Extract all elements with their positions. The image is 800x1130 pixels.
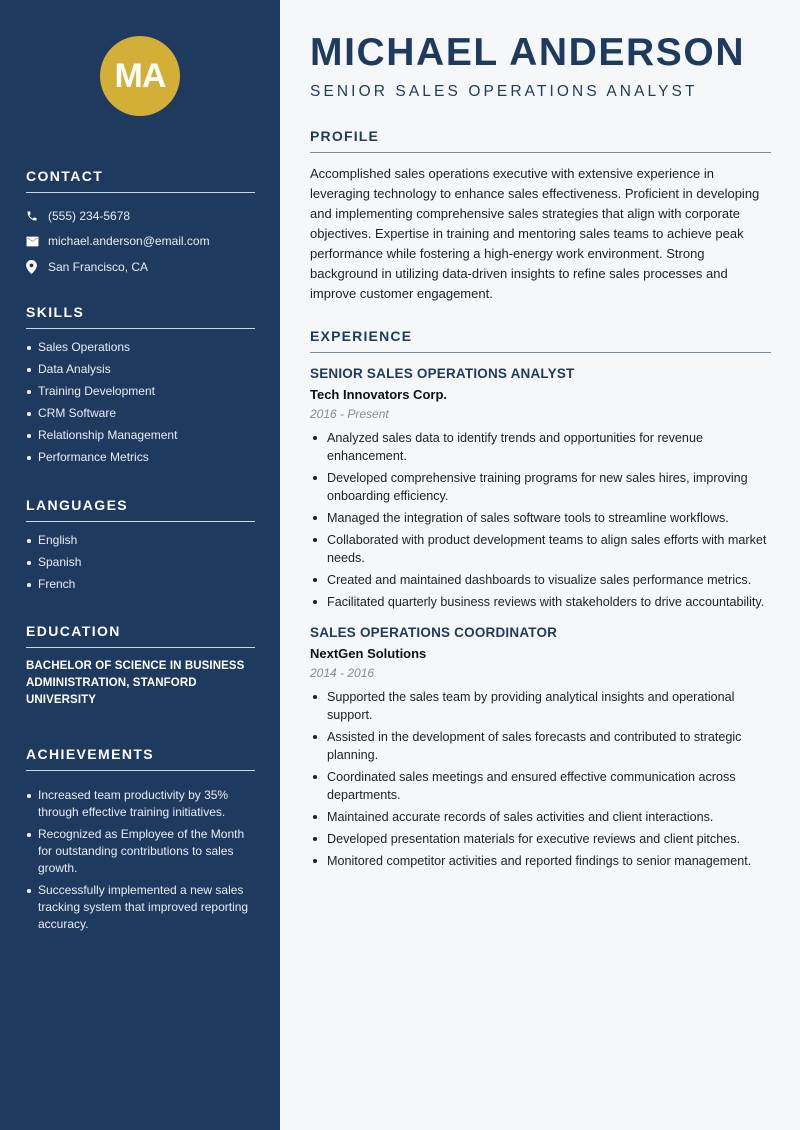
avatar	[100, 36, 180, 116]
achievement-item: Successfully implemented a new sales tracking system that improved reporting accuracy.	[26, 882, 255, 933]
experience-heading: EXPERIENCE	[310, 328, 771, 353]
profile-summary: Accomplished sales operations executive with extensive experience in leveraging technology to enhance sales effectiveness. Proficient in developing and implementing comprehensive sales strategies that align with corporate objectives. Expertise in training and mentoring sales teams to achieve peak performance while fostering a high-energy work environment. Strong background in utilizing data-driven insights to refine sales processes and improve customer engagement.	[310, 166, 760, 301]
skills-heading: SKILLS	[26, 304, 255, 329]
job-bullets	[310, 429, 771, 611]
job-bullet: Assisted in the development of sales forecasts and contributed to strategic planning.	[310, 728, 771, 764]
job-entry	[310, 366, 771, 611]
education-section	[26, 623, 255, 709]
job-bullet: Maintained accurate records of sales activities and client interactions.	[310, 808, 771, 826]
experience-section	[310, 328, 771, 874]
achievements-list	[26, 787, 255, 933]
languages-heading: LANGUAGES	[26, 497, 255, 522]
skill-item: Sales Operations	[26, 339, 255, 356]
candidate-title: SENIOR SALES OPERATIONS ANALYST	[310, 83, 698, 100]
skill-item: Relationship Management	[26, 427, 255, 444]
location-text: San Francisco, CA	[48, 259, 149, 274]
skill-item: CRM Software	[26, 405, 255, 422]
job-role: SENIOR SALES OPERATIONS ANALYST	[310, 366, 575, 381]
language-item: English	[26, 532, 255, 549]
achievements-heading: ACHIEVEMENTS	[26, 746, 255, 771]
profile-heading: PROFILE	[310, 128, 771, 153]
job-company: Tech Innovators Corp.	[310, 387, 447, 402]
job-bullet: Analyzed sales data to identify trends and opportunities for revenue enhancement.	[310, 429, 771, 465]
contact-heading: CONTACT	[26, 168, 255, 193]
sidebar	[0, 0, 280, 1130]
email-icon	[26, 236, 48, 247]
avatar-initials: MA	[114, 56, 166, 95]
skills-section	[26, 304, 255, 471]
job-bullet: Supported the sales team by providing analytical insights and operational support.	[310, 688, 771, 724]
job-company: NextGen Solutions	[310, 646, 427, 661]
job-bullet: Developed comprehensive training programs for new sales hires, improving onboarding efficiency.	[310, 469, 771, 505]
phone-number[interactable]: (555) 234-5678	[48, 208, 131, 223]
achievement-item: Increased team productivity by 35% through effective training initiatives.	[26, 787, 255, 821]
job-bullet: Facilitated quarterly business reviews with stakeholders to drive accountability.	[310, 593, 771, 611]
email-address[interactable]: michael.anderson@email.com	[48, 234, 210, 249]
skill-item: Training Development	[26, 383, 255, 400]
job-bullet: Managed the integration of sales software tools to streamline workflows.	[310, 509, 771, 527]
job-dates: 2014 - 2016	[310, 666, 375, 680]
job-bullet: Coordinated sales meetings and ensured effective communication across departments.	[310, 768, 771, 804]
skills-list	[26, 339, 255, 466]
job-entry	[310, 625, 771, 870]
education-heading: EDUCATION	[26, 623, 255, 648]
language-item: French	[26, 576, 255, 593]
job-role: SALES OPERATIONS COORDINATOR	[310, 625, 558, 640]
profile-section	[310, 128, 771, 304]
languages-section	[26, 497, 255, 598]
job-bullet: Monitored competitor activities and reported findings to senior management.	[310, 852, 771, 870]
contact-email	[26, 229, 255, 255]
job-bullet: Created and maintained dashboards to visualize sales performance metrics.	[310, 571, 771, 589]
achievements-section	[26, 746, 255, 938]
location-pin-icon	[26, 260, 48, 274]
contact-list	[26, 203, 255, 280]
job-bullet: Developed presentation materials for executive reviews and client pitches.	[310, 830, 771, 848]
phone-icon	[26, 210, 48, 222]
language-item: Spanish	[26, 554, 255, 571]
contact-location	[26, 254, 255, 280]
candidate-name: MICHAEL ANDERSON	[310, 31, 746, 74]
languages-list	[26, 532, 255, 593]
contact-section	[26, 168, 255, 280]
job-dates: 2016 - Present	[310, 407, 389, 421]
job-bullets	[310, 688, 771, 870]
skill-item: Data Analysis	[26, 361, 255, 378]
contact-phone	[26, 203, 255, 229]
achievement-item: Recognized as Employee of the Month for outstanding contributions to sales growth.	[26, 826, 255, 877]
skill-item: Performance Metrics	[26, 449, 255, 466]
education-degree: BACHELOR OF SCIENCE IN BUSINESS ADMINISTRATION, STANFORD UNIVERSITY	[26, 660, 245, 706]
job-bullet: Collaborated with product development teams to align sales efforts with market needs.	[310, 531, 771, 567]
